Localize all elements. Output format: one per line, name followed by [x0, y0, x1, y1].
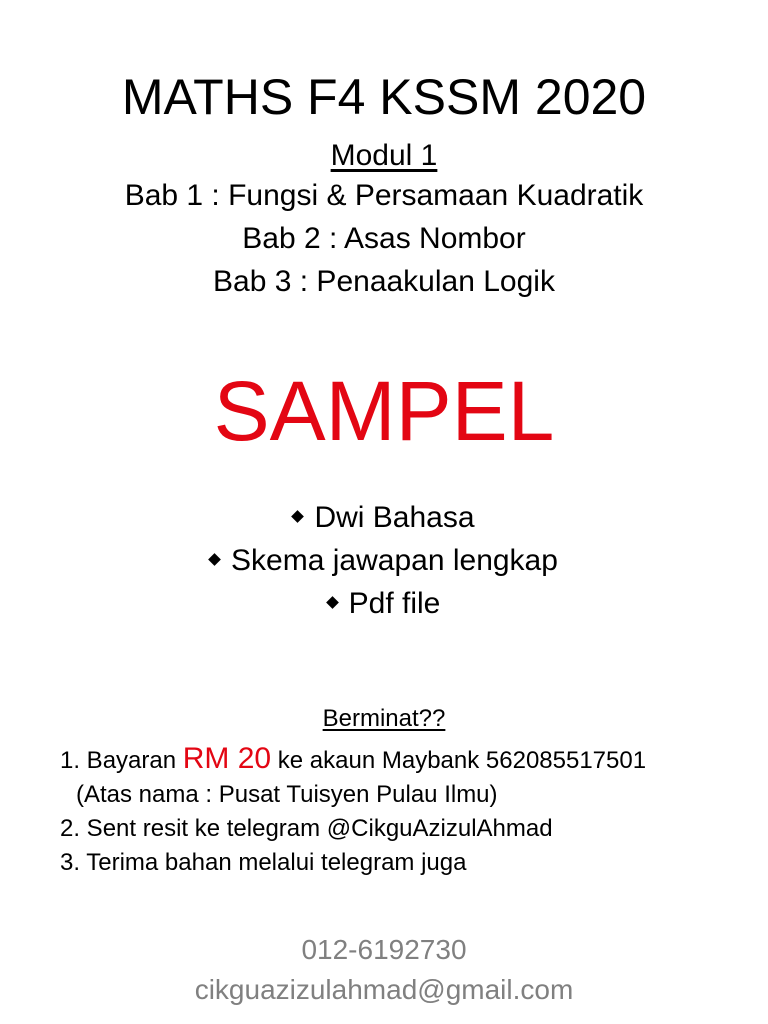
- sample-banner: SAMPEL: [213, 364, 555, 458]
- diamond-bullet-icon: [326, 596, 339, 609]
- modul-label: [0, 136, 768, 176]
- order-step-1: [60, 742, 760, 778]
- feature-text: Dwi Bahasa: [314, 501, 475, 534]
- chapter-1: Bab 1 : Fungsi & Persamaan Kuadratik: [124, 179, 644, 212]
- feature-text: Pdf file: [348, 587, 441, 620]
- diamond-bullet-icon: [292, 510, 305, 523]
- feature-item: [0, 582, 768, 625]
- chapter-2: Bab 2 : Asas Nombor: [242, 222, 526, 255]
- order-steps: [60, 742, 760, 880]
- page-title: MATHS F4 KSSM 2020: [121, 69, 647, 125]
- order-step-1-note: (Atas nama : Pusat Tuisyen Pulau Ilmu): [76, 781, 498, 808]
- contact-email: cikguazizulahmad@gmail.com: [194, 974, 574, 1005]
- order-heading-text: Berminat??: [322, 705, 446, 732]
- order-step-2: 2. Sent resit ke telegram @CikguAzizulAhmad: [60, 815, 553, 842]
- order-step-3: 3. Terima bahan melalui telegram juga: [60, 849, 467, 876]
- feature-text: Skema jawapan lengkap: [231, 544, 558, 577]
- diamond-bullet-icon: [208, 553, 221, 566]
- price-text: RM 20: [182, 742, 272, 775]
- feature-list: [0, 496, 768, 625]
- step-1-suffix: ke akaun Maybank 562085517501: [271, 747, 647, 774]
- modul-label-text: Modul 1: [330, 139, 438, 172]
- order-heading: [0, 703, 768, 735]
- feature-item: [0, 539, 768, 582]
- chapter-3: Bab 3 : Penaakulan Logik: [213, 265, 555, 298]
- step-1-prefix: 1. Bayaran: [60, 747, 183, 774]
- feature-item: [0, 496, 768, 539]
- contact-phone: 012-6192730: [301, 934, 467, 965]
